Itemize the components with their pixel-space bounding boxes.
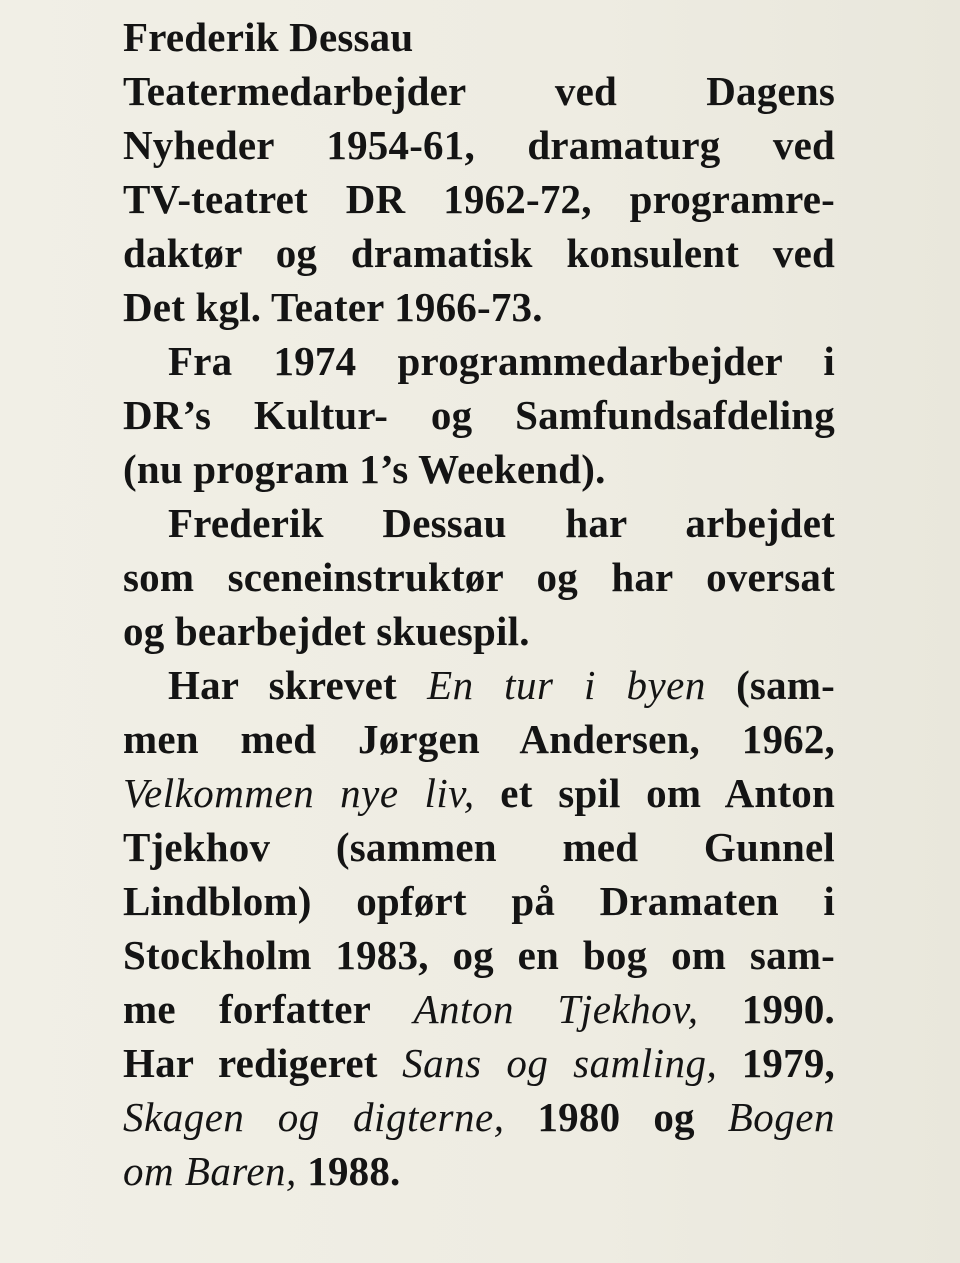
text-line bbox=[123, 226, 835, 280]
text-segment: et spil om Anton bbox=[474, 770, 835, 816]
text-line bbox=[123, 442, 835, 496]
text-segment: Lindblom) opført på Dramaten i bbox=[123, 878, 835, 924]
biography-text bbox=[123, 64, 835, 1198]
text-line bbox=[123, 64, 835, 118]
text-segment: Frederik Dessau har arbejdet bbox=[168, 500, 835, 546]
author-name: Frederik Dessau bbox=[123, 14, 414, 60]
text-line bbox=[123, 496, 835, 550]
text-segment: Har redigeret bbox=[123, 1040, 403, 1086]
text-line bbox=[123, 982, 835, 1036]
title-italic: Sans og samling, bbox=[402, 1040, 718, 1086]
text-line bbox=[123, 280, 835, 334]
text-segment: og bearbejdet skuespil. bbox=[123, 608, 530, 654]
text-line bbox=[123, 874, 835, 928]
text-segment: Nyheder 1954-61, dramaturg ved bbox=[123, 122, 835, 168]
text-line bbox=[123, 1090, 835, 1144]
text-line bbox=[123, 766, 835, 820]
text-segment: TV-teatret DR 1962-72, programre- bbox=[123, 176, 835, 222]
paragraph bbox=[123, 334, 835, 496]
paragraph bbox=[123, 658, 835, 1198]
text-line bbox=[123, 1036, 835, 1090]
text-segment: Teatermedarbejder ved Dagens bbox=[123, 68, 835, 114]
text-line bbox=[123, 712, 835, 766]
text-segment: (nu program 1’s Weekend). bbox=[123, 446, 606, 492]
text-line bbox=[123, 658, 835, 712]
text-segment: daktør og dramatisk konsulent ved bbox=[123, 230, 835, 276]
text-line bbox=[123, 388, 835, 442]
text-line bbox=[123, 334, 835, 388]
text-segment: (sam- bbox=[705, 662, 835, 708]
title-italic: Velkommen nye liv, bbox=[123, 770, 475, 816]
text-segment: Tjekhov (sammen med Gunnel bbox=[123, 824, 835, 870]
text-segment: Har skrevet bbox=[168, 662, 428, 708]
text-segment: 1990. bbox=[698, 986, 835, 1032]
text-line bbox=[123, 1144, 835, 1198]
text-line bbox=[123, 820, 835, 874]
text-segment: Det kgl. Teater 1966-73. bbox=[123, 284, 543, 330]
text-segment: Fra 1974 programmedarbejder i bbox=[168, 338, 835, 384]
text-segment: 1980 og bbox=[504, 1094, 728, 1140]
title-italic: om Baren, bbox=[123, 1148, 297, 1194]
text-line bbox=[123, 928, 835, 982]
biography-page bbox=[123, 10, 835, 1198]
text-segment: DR’s Kultur- og Samfundsafdeling bbox=[123, 392, 835, 438]
text-line bbox=[123, 550, 835, 604]
title-italic: Skagen og digterne, bbox=[123, 1094, 505, 1140]
text-segment: Stockholm 1983, og en bog om sam- bbox=[123, 932, 835, 978]
paragraph bbox=[123, 496, 835, 658]
paragraph bbox=[123, 64, 835, 334]
title-italic: Bogen bbox=[727, 1094, 835, 1140]
text-line bbox=[123, 118, 835, 172]
text-segment: 1979, bbox=[717, 1040, 835, 1086]
text-line bbox=[123, 172, 835, 226]
text-line bbox=[123, 604, 835, 658]
text-segment: som sceneinstruktør og har oversat bbox=[123, 554, 835, 600]
title-italic: Anton Tjekhov, bbox=[413, 986, 699, 1032]
text-segment: men med Jørgen Andersen, 1962, bbox=[123, 716, 835, 762]
title-italic: En tur i byen bbox=[427, 662, 706, 708]
text-segment: 1988. bbox=[296, 1148, 401, 1194]
text-segment: me forfatter bbox=[123, 986, 414, 1032]
